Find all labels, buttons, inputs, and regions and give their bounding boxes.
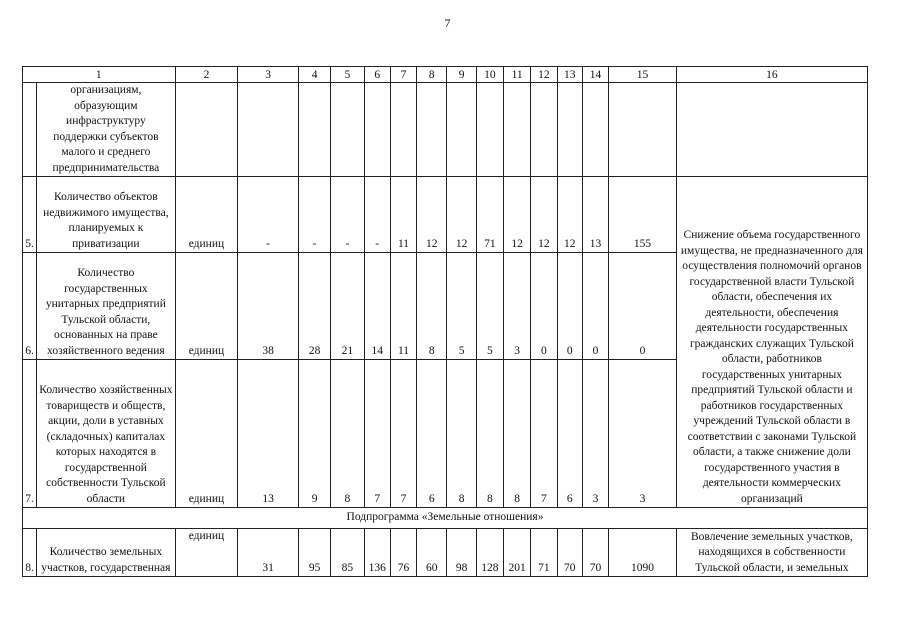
row-number: 7. (23, 360, 37, 508)
value-cell: - (298, 177, 330, 253)
note-cell (676, 83, 867, 177)
value-cell: 201 (504, 529, 531, 577)
header-cell: 13 (557, 67, 582, 83)
header-cell: 4 (298, 67, 330, 83)
indicator-name: организациям, образующим инфраструктуру поддержки субъектов малого и среднего предпринимательства (37, 83, 175, 177)
value-cell: 3 (504, 253, 531, 360)
value-cell: 9 (298, 360, 330, 508)
page-number: 7 (444, 16, 451, 30)
subprogram-title: Подпрограмма «Земельные отношения» (23, 508, 868, 529)
value-cell: 6 (557, 360, 582, 508)
header-cell: 12 (531, 67, 557, 83)
table-row (23, 83, 868, 177)
value-cell: 13 (582, 177, 608, 253)
value-cell: 70 (557, 529, 582, 577)
indicator-name: Количество хозяйственных товариществ и обществ, акции, доли в уставных (складочных) капиталах которых находятся в государственной собственности Тульской области (37, 360, 175, 508)
table-row (23, 529, 868, 577)
value-cell (531, 83, 557, 177)
value-cell: 98 (447, 529, 476, 577)
value-cell: 70 (582, 529, 608, 577)
unit-cell: единиц (175, 177, 238, 253)
value-cell: 5 (476, 253, 503, 360)
value-cell: 3 (609, 360, 677, 508)
header-cell: 9 (447, 67, 476, 83)
value-cell: 8 (417, 253, 447, 360)
row-number: 6. (23, 253, 37, 360)
value-cell: 38 (238, 253, 299, 360)
value-cell: 3 (582, 360, 608, 508)
value-cell: 28 (298, 253, 330, 360)
value-cell (557, 83, 582, 177)
indicator-name: Количество государственных унитарных предприятий Тульской области, основанных на праве хозяйственного ведения (37, 253, 175, 360)
header-cell: 7 (390, 67, 416, 83)
header-cell: 15 (609, 67, 677, 83)
value-cell (390, 83, 416, 177)
unit-cell: единиц (175, 253, 238, 360)
value-cell: 5 (447, 253, 476, 360)
value-cell (447, 83, 476, 177)
value-cell: 31 (238, 529, 299, 577)
header-cell: 8 (417, 67, 447, 83)
table-header-row (23, 67, 868, 83)
value-cell (298, 83, 330, 177)
note-cell: Вовлечение земельных участков, находящихся в собственности Тульской области, и земельных (676, 529, 867, 577)
unit-cell (175, 83, 238, 177)
value-cell: 71 (476, 177, 503, 253)
value-cell: 136 (364, 529, 390, 577)
indicators-table (22, 66, 868, 577)
value-cell: 7 (531, 360, 557, 508)
value-cell: 8 (331, 360, 364, 508)
value-cell (609, 83, 677, 177)
value-cell: 76 (390, 529, 416, 577)
indicator-name: Количество объектов недвижимого имущества, планируемых к приватизации (37, 177, 175, 253)
value-cell: 8 (476, 360, 503, 508)
value-cell (238, 83, 299, 177)
value-cell (476, 83, 503, 177)
header-cell: 11 (504, 67, 531, 83)
note-cell: Снижение объема государственного имущества, не предназначенного для осуществления полномочий органов государственной власти Тульской области, обеспечения их деятельности, обеспечения деятельности государственных гражданских служащих Тульской области, работников государственных унитарных предприятий Тульской области и работников государственных учреждений Тульской области в соответствии с законами Тульской области, а также снижение доли государственного участия в деятельности коммерческих организаций (676, 177, 867, 508)
value-cell: 60 (417, 529, 447, 577)
value-cell: 95 (298, 529, 330, 577)
value-cell: 0 (609, 253, 677, 360)
row-number (23, 83, 37, 177)
header-cell: 14 (582, 67, 608, 83)
value-cell: 12 (531, 177, 557, 253)
value-cell (582, 83, 608, 177)
value-cell: 128 (476, 529, 503, 577)
value-cell: 6 (417, 360, 447, 508)
value-cell: 21 (331, 253, 364, 360)
value-cell: 11 (390, 177, 416, 253)
header-cell: 16 (676, 67, 867, 83)
row-number: 8. (23, 529, 37, 577)
value-cell: 12 (417, 177, 447, 253)
value-cell: 13 (238, 360, 299, 508)
value-cell: 85 (331, 529, 364, 577)
value-cell: - (331, 177, 364, 253)
value-cell: 12 (504, 177, 531, 253)
unit-cell: единиц (175, 529, 238, 577)
value-cell: 155 (609, 177, 677, 253)
value-cell: 1090 (609, 529, 677, 577)
value-cell: 12 (557, 177, 582, 253)
value-cell: - (364, 177, 390, 253)
row-number: 5. (23, 177, 37, 253)
value-cell: 7 (390, 360, 416, 508)
value-cell (504, 83, 531, 177)
header-cell: 10 (476, 67, 503, 83)
value-cell: - (238, 177, 299, 253)
value-cell: 0 (531, 253, 557, 360)
unit-cell: единиц (175, 360, 238, 508)
value-cell (364, 83, 390, 177)
header-cell: 3 (238, 67, 299, 83)
value-cell: 0 (582, 253, 608, 360)
header-cell: 1 (23, 67, 176, 83)
value-cell: 12 (447, 177, 476, 253)
header-cell: 2 (175, 67, 238, 83)
value-cell: 71 (531, 529, 557, 577)
indicator-name: Количество земельных участков, государственная (37, 529, 175, 577)
header-cell: 5 (331, 67, 364, 83)
value-cell: 8 (504, 360, 531, 508)
subprogram-row (23, 508, 868, 529)
value-cell: 14 (364, 253, 390, 360)
value-cell: 11 (390, 253, 416, 360)
value-cell: 0 (557, 253, 582, 360)
value-cell (417, 83, 447, 177)
value-cell: 8 (447, 360, 476, 508)
value-cell: 7 (364, 360, 390, 508)
header-cell: 6 (364, 67, 390, 83)
value-cell (331, 83, 364, 177)
table-row (23, 177, 868, 253)
